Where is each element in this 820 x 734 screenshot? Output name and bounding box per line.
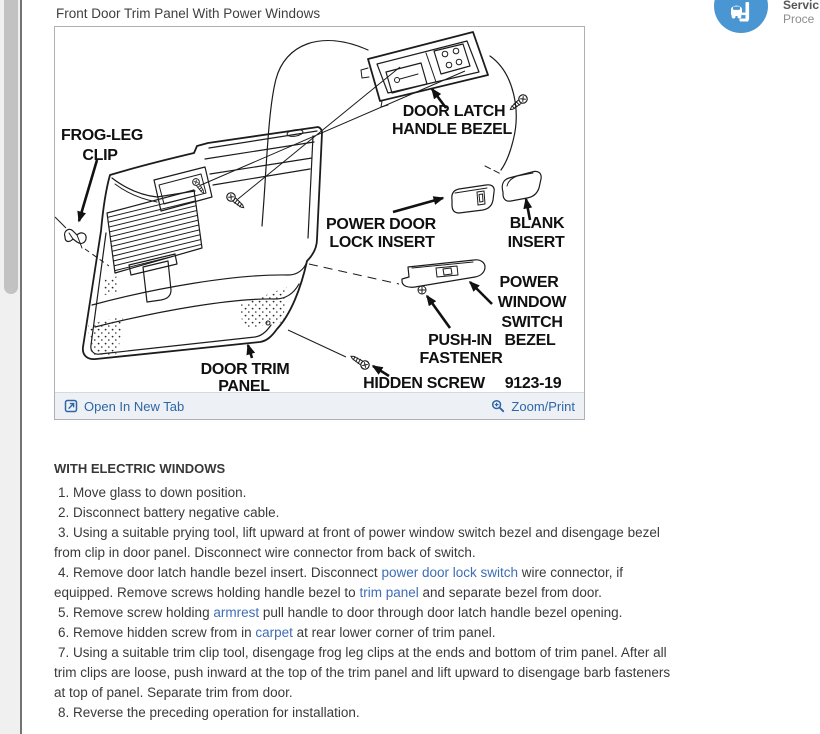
zoom-print-link[interactable]: [491, 399, 575, 414]
procedure-link[interactable]: power door lock switch: [381, 565, 518, 580]
procedure-steps: [54, 483, 672, 723]
label-frog-leg-clip: FROG-LEG: [60, 127, 144, 144]
step-text: 1. Move glass to down position.: [58, 485, 247, 500]
pane-divider: [20, 0, 22, 734]
step-text: 3. Using a suitable prying tool, lift upward at front of power window switch bezel and disengage bezel from clip in door panel. Disconnect wire connector from back of switch.: [54, 525, 660, 560]
figure-number: 9123-19: [504, 375, 562, 392]
service-label-line1: Servic: [783, 0, 820, 12]
step-text: pull handle to door through door latch handle bezel opening.: [259, 605, 623, 620]
label-power-door-lock-insert-2: LOCK INSERT: [329, 234, 435, 251]
step-text: 7. Using a suitable trim clip tool, disengage frog leg clips at the ends and bottom of trim panel. After all trim clips are loose, push inward at the top of the trim panel and lift upward to disengage barb fasteners at top of panel. Separate trim from door.: [54, 645, 671, 700]
label-door-latch-handle-bezel: DOOR LATCH: [402, 103, 506, 120]
car-lift-icon: [727, 1, 757, 29]
step-text: 2. Disconnect battery negative cable.: [58, 505, 280, 520]
step-text: 4. Remove door latch handle bezel insert. Disconnect: [58, 565, 382, 580]
procedure-step: [54, 643, 672, 703]
procedure-link[interactable]: carpet: [255, 625, 293, 640]
step-text: 6. Remove hidden screw from in: [58, 625, 256, 640]
procedure-step: [54, 603, 672, 623]
label-power-window-switch-bezel-4: BEZEL: [504, 332, 556, 349]
label-push-in-fastener-2: FASTENER: [419, 350, 503, 367]
zoom-print-label: Zoom/Print: [511, 398, 575, 414]
step-text: 5. Remove screw holding: [58, 605, 214, 620]
procedure-step: [54, 623, 672, 643]
label-power-window-switch-bezel-2: WINDOW: [497, 294, 567, 311]
label-frog-leg-clip-2: CLIP: [82, 147, 118, 164]
procedure-link[interactable]: trim panel: [359, 585, 419, 600]
label-power-door-lock-insert: POWER DOOR: [326, 216, 436, 233]
service-procedures-label: [783, 0, 819, 26]
label-door-trim-panel-2: PANEL: [218, 378, 270, 392]
label-power-window-switch-bezel: POWER: [499, 274, 559, 291]
open-in-new-tab-label: Open In New Tab: [84, 398, 185, 414]
service-procedures-icon[interactable]: [714, 0, 768, 33]
label-door-trim-panel: DOOR TRIM: [200, 361, 290, 378]
open-in-new-tab-link[interactable]: [64, 399, 184, 414]
service-label-line2: Proce: [783, 12, 815, 26]
left-pane-scrollbar-track[interactable]: [0, 0, 20, 734]
label-blank-insert-2: INSERT: [507, 234, 565, 251]
step-text: wire connector, if equipped. Remove screws holding handle bezel to: [54, 565, 624, 600]
procedure-step: [54, 703, 672, 723]
procedure-step: [54, 483, 672, 503]
page-title: Front Door Trim Panel With Power Windows: [56, 6, 321, 21]
open-in-new-tab-icon: [64, 399, 78, 413]
procedure-step: [54, 563, 672, 603]
procedure-link[interactable]: armrest: [213, 605, 260, 620]
label-push-in-fastener: PUSH-IN: [428, 332, 492, 349]
door-trim-panel-diagram: [55, 27, 584, 392]
label-blank-insert: BLANK: [509, 215, 565, 232]
procedure-section: [54, 461, 672, 723]
figure-toolbar: [55, 392, 584, 419]
left-pane-scrollbar-thumb[interactable]: [4, 0, 18, 294]
procedure-step: [54, 503, 672, 523]
step-text: and separate bezel from door.: [418, 585, 602, 600]
label-hidden-screw: HIDDEN SCREW: [363, 375, 485, 392]
step-text: 8. Reverse the preceding operation for installation.: [58, 705, 360, 720]
label-door-latch-handle-bezel-2: HANDLE BEZEL: [392, 121, 512, 138]
figure-container: [54, 26, 585, 420]
label-power-window-switch-bezel-3: SWITCH: [501, 314, 563, 331]
procedure-heading: WITH ELECTRIC WINDOWS: [54, 461, 226, 476]
step-text: at rear lower corner of trim panel.: [292, 625, 496, 640]
zoom-magnifier-icon: [491, 399, 505, 413]
procedure-step: [54, 523, 672, 563]
